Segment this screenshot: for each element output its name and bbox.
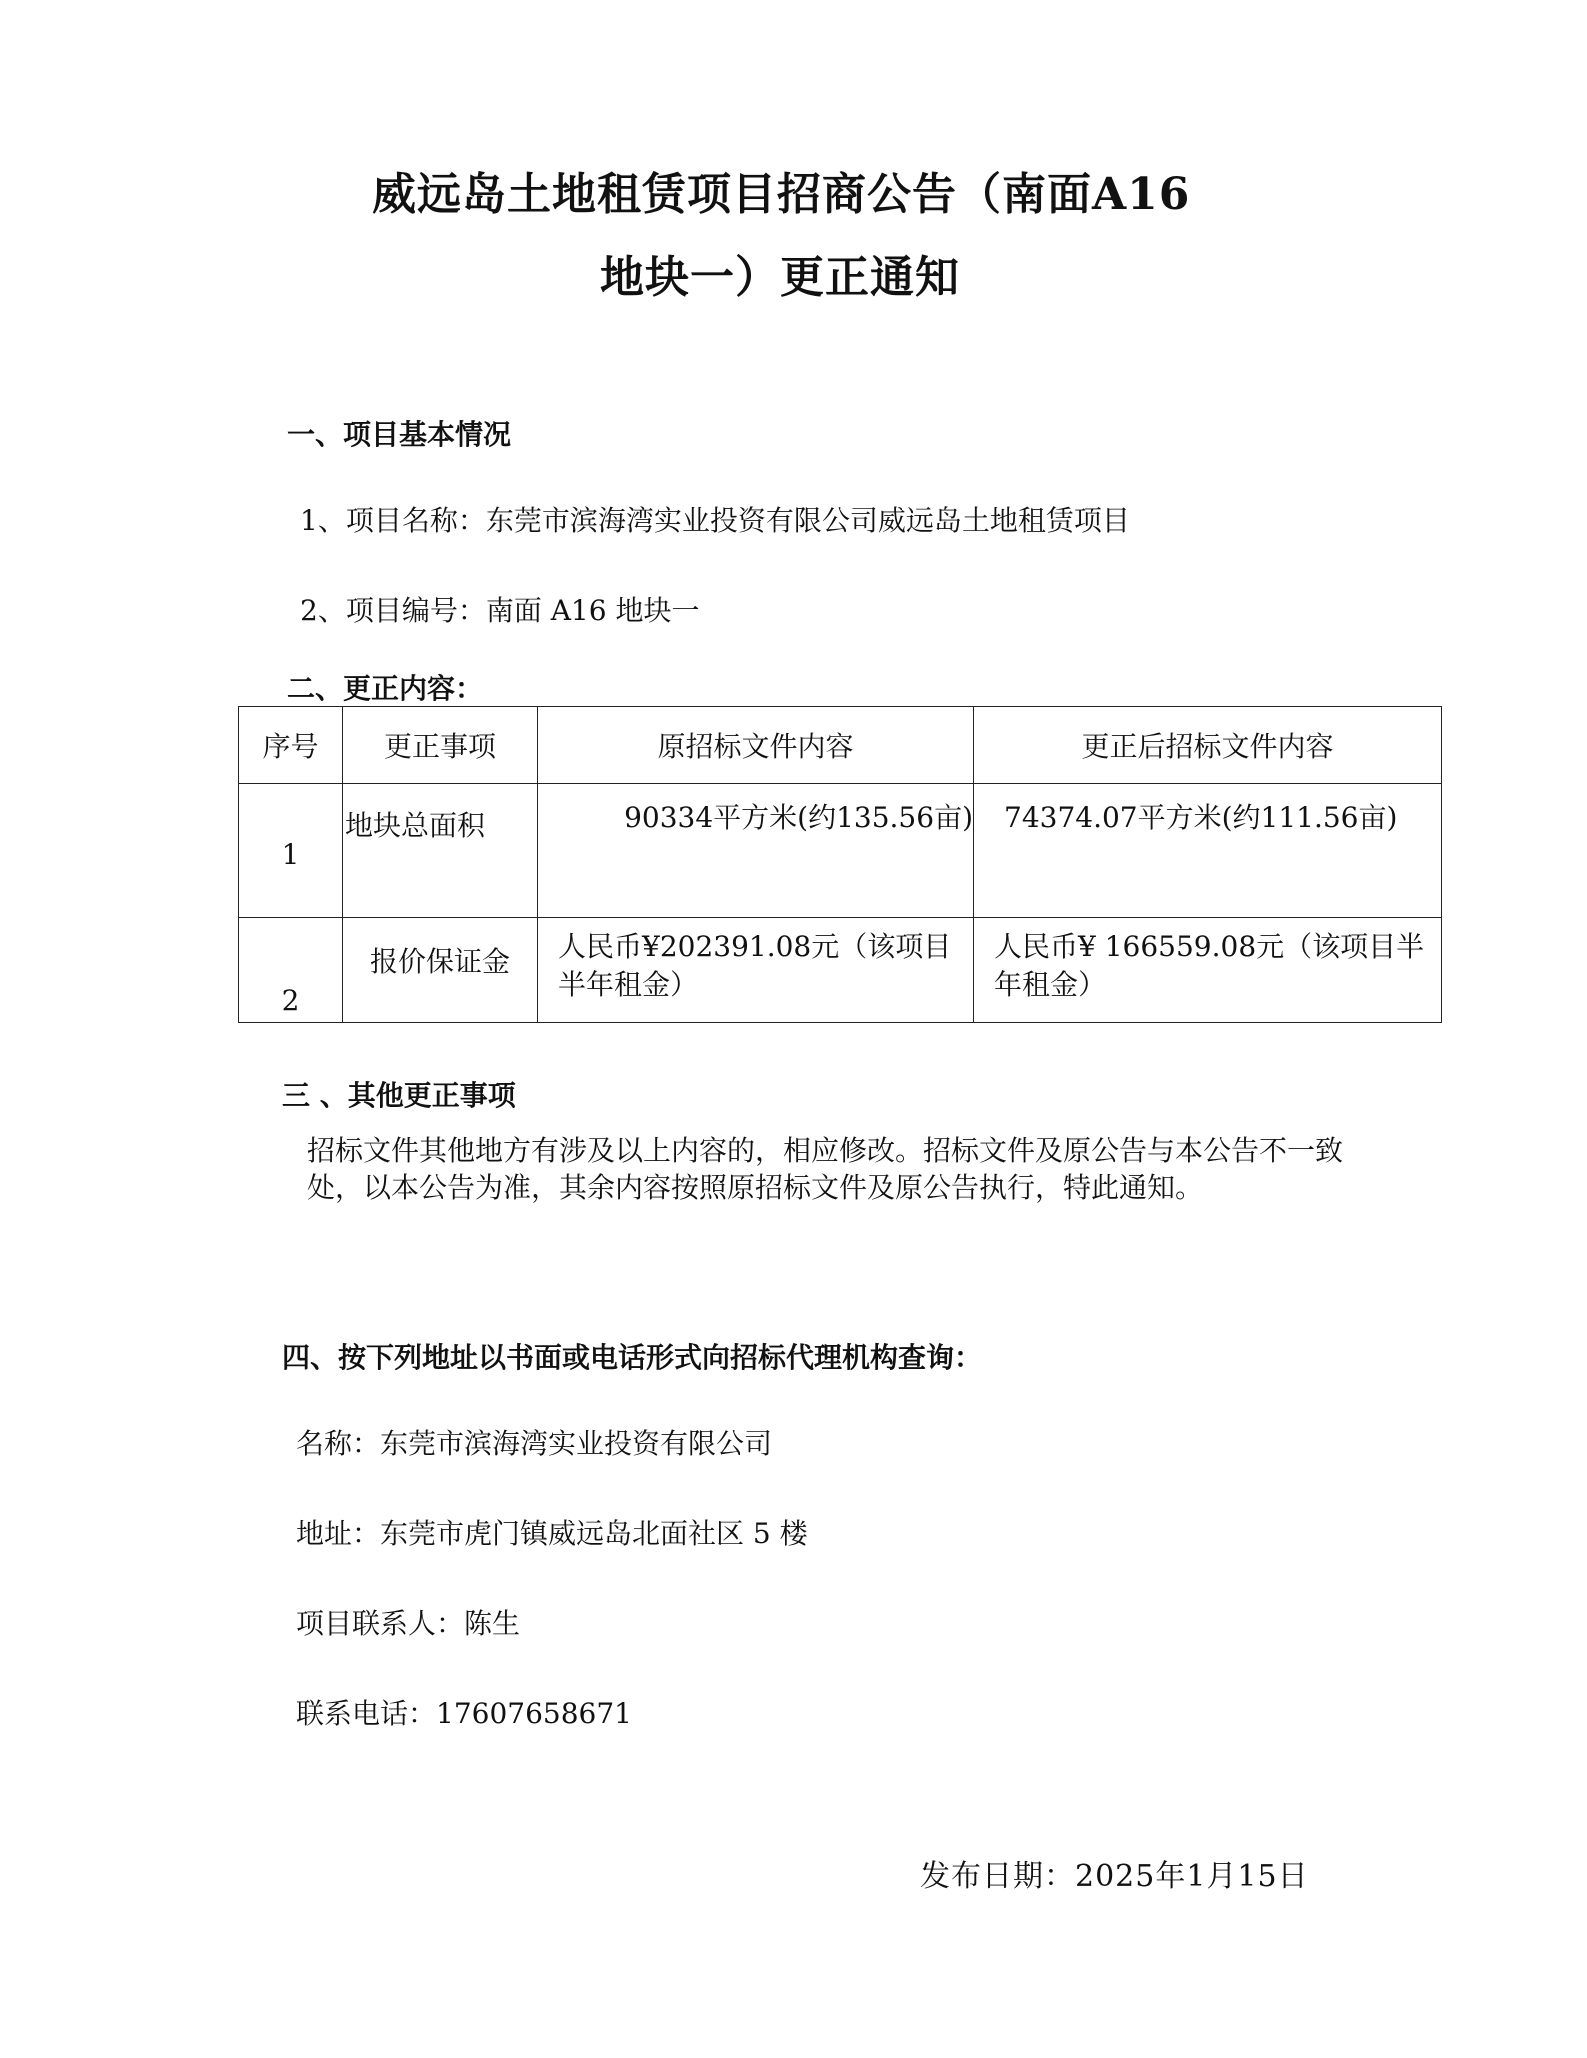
row2-index: 2 (281, 984, 300, 1017)
row2-corrected: 人民币¥ 166559.08元（该项目半年租金） (994, 930, 1425, 1001)
title-line-2: 地块一）更正通知 (600, 252, 960, 303)
row2-corrected-cell (974, 918, 1442, 1023)
project-name-line: 1、项目名称：东莞市滨海湾实业投资有限公司威远岛土地租赁项目 (300, 504, 1130, 537)
title-line-1: 威远岛土地租赁项目招商公告（南面A16 (372, 169, 1191, 220)
section3-text: 招标文件其他地方有涉及以上内容的，相应修改。招标文件及原公告与本公告不一致处，以本公告为准，其余内容按照原招标文件及原公告执行，特此通知。 (307, 1134, 1344, 1204)
row2-index-cell (239, 918, 343, 1023)
table-header-row (239, 707, 1442, 784)
row1-item: 地块总面积 (345, 809, 486, 842)
table-row (239, 784, 1442, 918)
amendment-table (238, 706, 1442, 1023)
row2-item-cell (343, 918, 538, 1023)
contact-phone-line: 联系电话：17607658671 (296, 1697, 632, 1730)
row1-index-cell (239, 784, 343, 918)
row1-original-cell (538, 784, 974, 918)
project-code-line: 2、项目编号：南面 A16 地块一 (300, 594, 700, 627)
section3-heading: 三 、其他更正事项 (282, 1079, 516, 1112)
section2-heading: 二、更正内容： (287, 672, 484, 705)
contact-address-line: 地址：东莞市虎门镇威远岛北面社区 5 楼 (296, 1517, 808, 1550)
header-corrected: 更正后招标文件内容 (974, 707, 1442, 784)
section1-heading: 一、项目基本情况 (287, 418, 512, 451)
row1-item-cell (343, 784, 538, 918)
row2-item: 报价保证金 (369, 945, 510, 978)
row2-original-cell (538, 918, 974, 1023)
contact-name-line: 名称：东莞市滨海湾实业投资有限公司 (296, 1427, 773, 1460)
section4-heading: 四、按下列地址以书面或电话形式向招标代理机构查询： (282, 1341, 983, 1374)
row2-original: 人民币¥202391.08元（该项目半年租金） (558, 930, 952, 1001)
row1-index: 1 (281, 838, 300, 871)
publish-date: 发布日期：2025年1月15日 (920, 1859, 1309, 1894)
row1-corrected: 74374.07平方米(约111.56亩) (1004, 801, 1398, 834)
header-index: 序号 (239, 707, 343, 784)
header-item: 更正事项 (343, 707, 538, 784)
contact-person-line: 项目联系人：陈生 (296, 1607, 521, 1640)
header-original: 原招标文件内容 (538, 707, 974, 784)
table-row (239, 918, 1442, 1023)
row1-original: 90334平方米(约135.56亩) (624, 801, 973, 834)
row1-corrected-cell (974, 784, 1442, 918)
